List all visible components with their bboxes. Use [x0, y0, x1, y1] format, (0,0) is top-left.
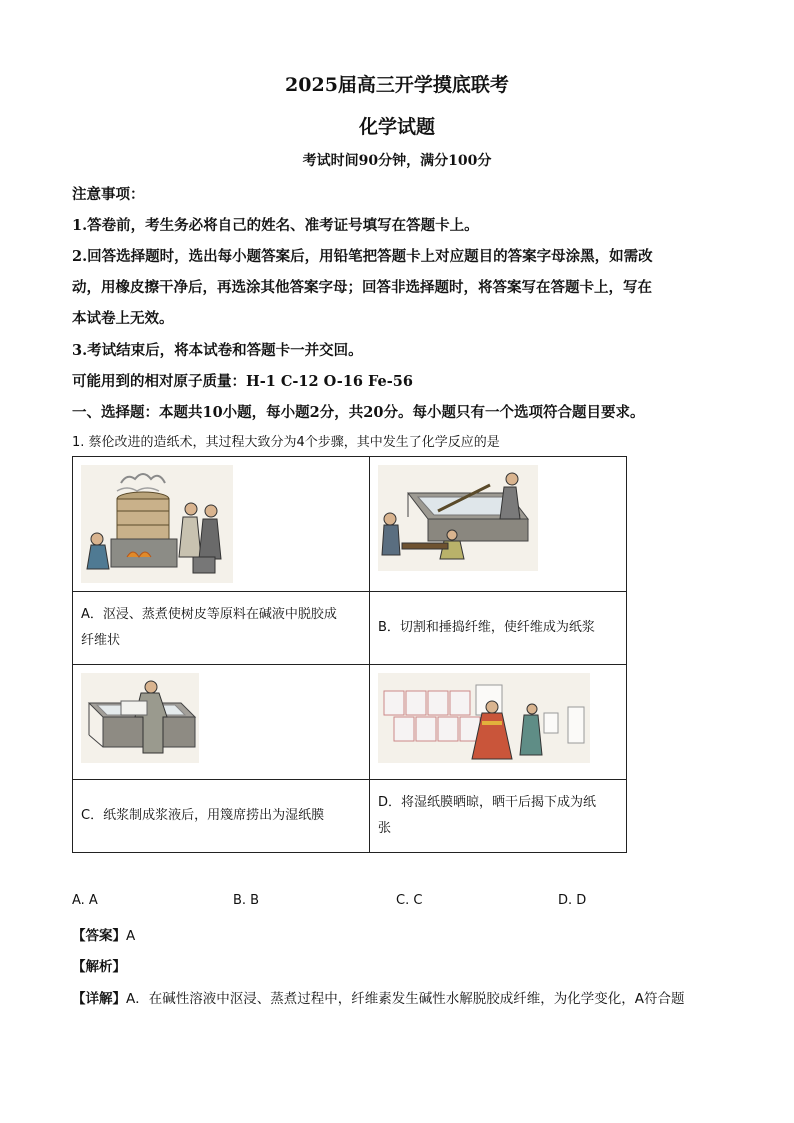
- option-c-text-cell: [73, 780, 370, 853]
- option-a-image-cell: [73, 457, 370, 592]
- atomic-mass-line: 可能用到的相对原子质量：H-1 C-12 O-16 Fe-56: [72, 373, 413, 390]
- option-a-line-1: A．沤浸、蒸煮使树皮等原料在碱液中脱胶成: [81, 607, 337, 622]
- scooping-illustration: [81, 673, 199, 773]
- option-d-text-cell: [370, 780, 627, 853]
- choice-a: A. A: [72, 893, 98, 908]
- note-item-1: 1.答卷前，考生务必将自己的姓名、准考证号填写在答题卡上。: [72, 217, 479, 234]
- analysis-line: [72, 955, 126, 975]
- notes-heading: 注意事项：: [72, 186, 145, 203]
- exam-title: 2025届高三开学摸底联考: [285, 74, 509, 96]
- detail-text: A．在碱性溶液中沤浸、蒸煮过程中，纤维素发生碱性水解脱胶成纤维，为化学变化，A符合题: [126, 991, 685, 1007]
- choice-c: C. C: [396, 893, 423, 908]
- option-d-line-1: D．将湿纸膜晒晾，晒干后揭下成为纸: [378, 795, 597, 810]
- option-a-line-2: 纤维状: [81, 633, 121, 648]
- option-c-text: C．纸浆制成浆液后，用篾席捞出为湿纸膜: [81, 808, 325, 823]
- option-b-image-cell: [370, 457, 627, 592]
- question-1-stem: 1. 蔡伦改进的造纸术，其过程大致分为4个步骤，其中发生了化学反应的是: [72, 435, 500, 450]
- subject-title: 化学试题: [358, 116, 435, 138]
- note-item-2-line-1: 2.回答选择题时，选出每小题答案后，用铅笔把答题卡上对应题目的答案字母涂黑，如需改: [72, 248, 653, 265]
- choice-b: B. B: [233, 893, 260, 908]
- option-a-text-cell: [73, 592, 370, 665]
- option-d-line-2: 张: [378, 821, 392, 836]
- option-b-text-cell: [370, 592, 627, 665]
- option-c-image-cell: [73, 665, 370, 780]
- analysis-label: 【解析】: [72, 959, 126, 975]
- drying-illustration: [378, 673, 590, 773]
- question-1-options-table: [72, 456, 627, 853]
- detail-line: [72, 987, 684, 1007]
- section-1-heading: 一、选择题：本题共10小题，每小题2分，共20分。每小题只有一个选项符合题目要求。: [72, 404, 645, 421]
- note-item-2-line-2: 动，用橡皮擦干净后，再选涂其他答案字母；回答非选择题时，将答案写在答题卡上，写在: [72, 279, 652, 296]
- exam-info: 考试时间90分钟，满分100分: [302, 153, 492, 169]
- note-item-3: 3.考试结束后，将本试卷和答题卡一并交回。: [72, 342, 363, 359]
- option-d-image-cell: [370, 665, 627, 780]
- answer-value: A: [126, 928, 136, 944]
- detail-label: 【详解】: [72, 991, 126, 1007]
- steaming-illustration: [81, 465, 233, 593]
- answer-line: [72, 924, 135, 944]
- answer-label: 【答案】: [72, 928, 126, 944]
- option-b-text: B．切割和捶捣纤维，使纤维成为纸浆: [378, 620, 595, 635]
- note-item-2-line-3: 本试卷上无效。: [72, 310, 174, 327]
- pounding-illustration: [378, 465, 538, 581]
- choice-d: D. D: [558, 893, 587, 908]
